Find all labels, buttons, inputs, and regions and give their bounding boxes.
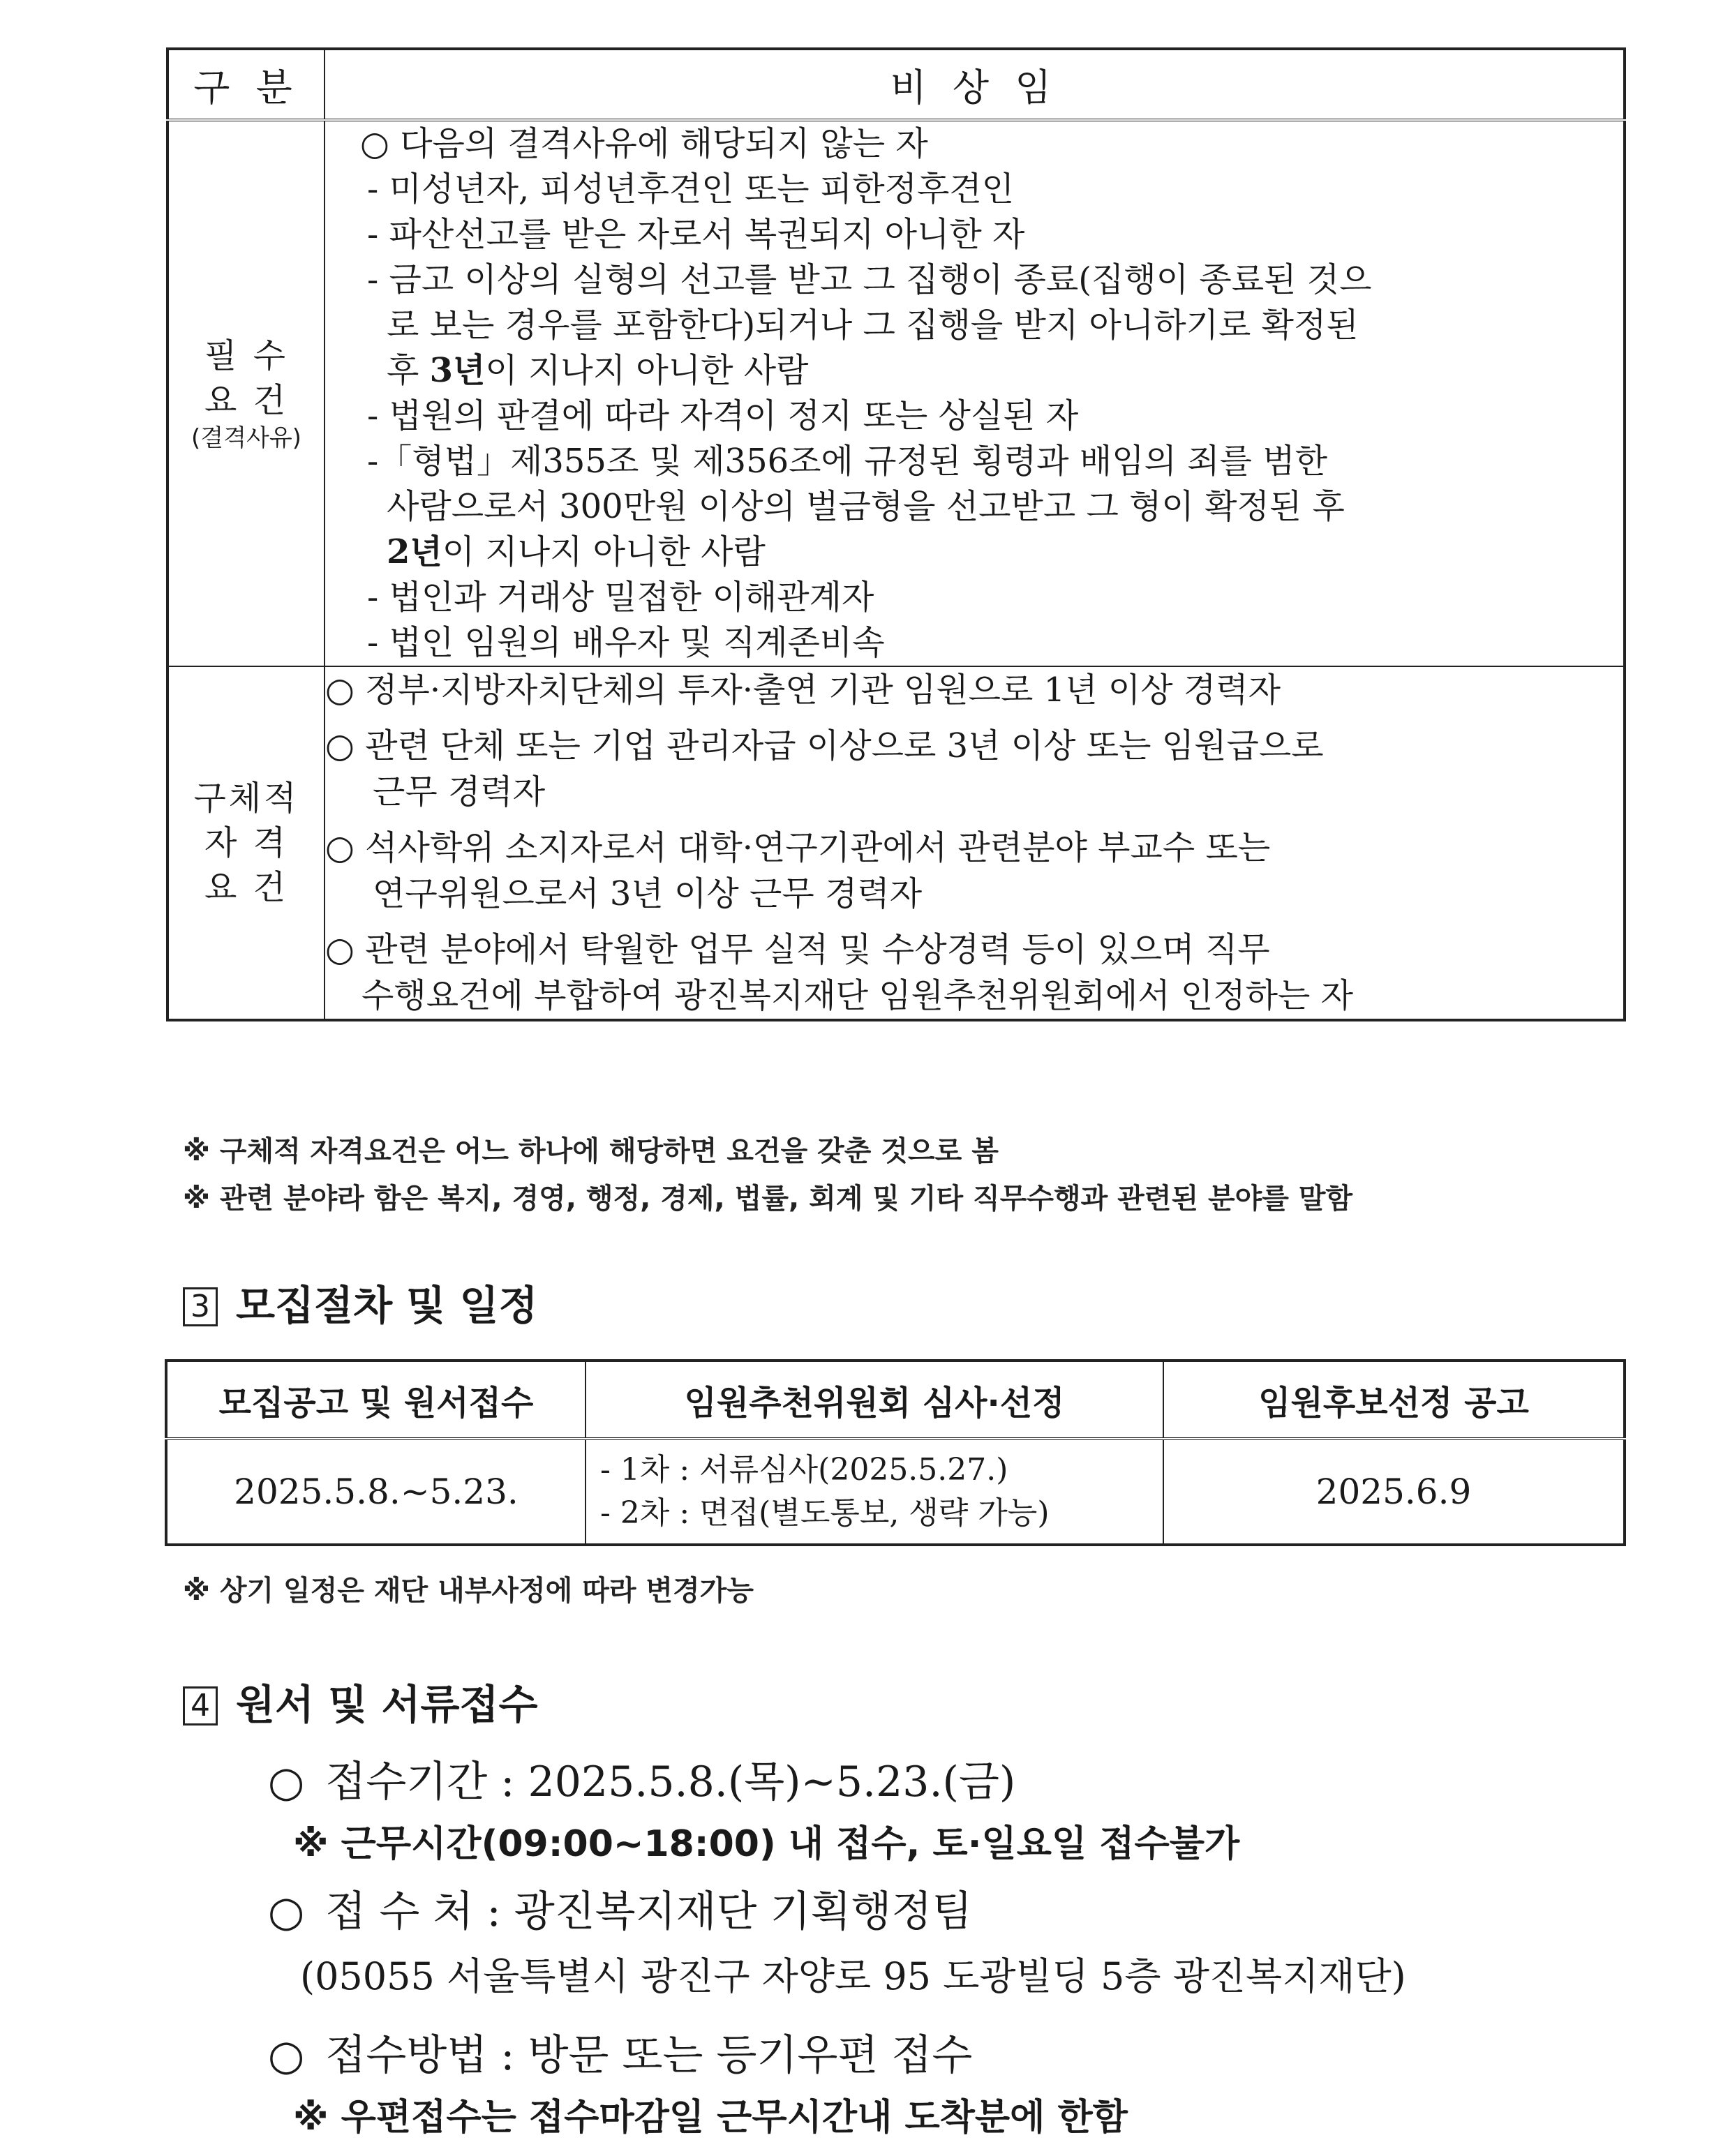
specific-label: [167, 666, 325, 1020]
header-category: 구 분: [167, 49, 325, 120]
list-item: ○ 관련 분야에서 탁월한 업무 실적 및 수상경력 등이 있으며 직무: [325, 930, 1270, 969]
requirements-header-row: [167, 49, 1625, 120]
announcement-period: 2025.5.8.~5.23.: [166, 1439, 586, 1545]
list-item: - 미성년자, 피성년후견인 또는 피한정후견인: [367, 170, 1015, 209]
list-item-cont: [325, 530, 1623, 575]
label-line: 구체적: [193, 779, 299, 818]
list-item-cont: 로 보는 경우를 포함한다)되거나 그 집행을 받지 아니하기로 확정된: [387, 306, 1359, 345]
section-heading: [183, 1273, 538, 1331]
text-part: 이 지나지 아니한 사람: [485, 351, 809, 390]
list-item-cont: [325, 348, 1623, 394]
list-item-cont: 수행요건에 부합하여 광진복지재단 임원추천위원회에서 인정하는 자: [361, 976, 1353, 1015]
review-step: - 2차 : 면접(별도통보, 생략 가능): [600, 1495, 1050, 1531]
schedule-header-row: [166, 1361, 1625, 1439]
list-item: ○ 석사학위 소지자로서 대학·연구기관에서 관련분야 부교수 또는: [325, 828, 1271, 867]
list-item: - 법원의 판결에 따라 자격이 정지 또는 상실된 자: [367, 396, 1079, 435]
bullet-icon: ○: [268, 2031, 305, 2080]
header-review: 임원추천위원회 심사·선정: [586, 1361, 1163, 1439]
label-line: 필 수: [204, 336, 288, 375]
specific-requirements-row: [167, 666, 1625, 1020]
hours-note: ※ 근무시간(09:00~18:00) 내 접수, 토·일요일 접수불가: [293, 1823, 1240, 1865]
section-number: 3: [183, 1287, 218, 1326]
bullet-icon: ○: [268, 1887, 305, 1936]
list-item: ○ 다음의 결격사유에 해당되지 않는 자: [360, 124, 928, 163]
list-item: - 법인과 거래상 밀접한 이해관계자: [367, 578, 874, 617]
list-item: - 법인 임원의 배우자 및 직계존비속: [367, 623, 885, 662]
application-office: [268, 1878, 972, 1938]
list-item-cont: 연구위원으로서 3년 이상 근무 경력자: [373, 874, 923, 913]
application-method: [268, 2022, 972, 2082]
list-item: ○ 정부·지방자치단체의 투자·출연 기관 임원으로 1년 이상 경력자: [325, 671, 1281, 710]
mail-note: ※ 우편접수는 접수마감일 근무시간내 도착분에 한함: [293, 2097, 1128, 2139]
section-number: 4: [183, 1686, 218, 1725]
requirements-table: [166, 47, 1626, 1021]
list-item: - 금고 이상의 실형의 선고를 받고 그 집행이 종료(집행이 종료된 것으: [367, 260, 1372, 299]
text-part: 후: [387, 351, 430, 390]
text-bold: 3년: [429, 351, 486, 390]
header-result: 임원후보선정 공고: [1163, 1361, 1625, 1439]
label-sub: (결격사유): [191, 424, 301, 452]
text-part: 접수기간 : 2025.5.8.(목)~5.23.(금): [325, 1758, 1016, 1806]
schedule-row: [166, 1439, 1625, 1545]
list-item: -「형법」제355조 및 제356조에 규정된 횡령과 배임의 죄를 범한: [367, 442, 1327, 481]
schedule-table: [165, 1359, 1626, 1546]
footnote: ※ 상기 일정은 재단 내부사정에 따라 변경가능: [183, 1575, 754, 1607]
text-bold: 2년: [387, 532, 442, 571]
label-line: 요 건: [204, 868, 288, 907]
section-title: 모집절차 및 일정: [236, 1282, 538, 1329]
label-line: 자 격: [204, 823, 288, 862]
header-non-standing: 비 상 임: [325, 49, 1625, 120]
bullet-icon: ○: [268, 1758, 305, 1806]
list-item: ○ 관련 단체 또는 기업 관리자급 이상으로 3년 이상 또는 임원급으로: [325, 726, 1324, 765]
list-item: - 파산선고를 받은 자로서 복권되지 아니한 자: [367, 215, 1025, 254]
application-period: [268, 1749, 1015, 1809]
list-item-cont: 사람으로서 300만원 이상의 벌금형을 선고받고 그 형이 확정된 후: [387, 487, 1345, 526]
footnote: ※ 관련 분야라 함은 복지, 경영, 행정, 경제, 법률, 회계 및 기타 직무수행과 관련된 분야를 말함: [183, 1183, 1353, 1215]
review-step: - 1차 : 서류심사(2025.5.27.): [600, 1452, 1008, 1488]
text-part: 접수방법 : 방문 또는 등기우편 접수: [325, 2031, 973, 2080]
disqualification-list: [325, 120, 1625, 666]
qualification-list: [325, 666, 1625, 1020]
footnote: ※ 구체적 자격요건은 어느 하나에 해당하면 요건을 갖춘 것으로 봄: [183, 1135, 999, 1167]
mandatory-requirements-row: [167, 120, 1625, 666]
mandatory-label: [167, 120, 325, 666]
label-line: 요 건: [204, 381, 288, 420]
result-date: 2025.6.9: [1163, 1439, 1625, 1545]
text-part: 이 지나지 아니한 사람: [442, 532, 766, 571]
address: (05055 서울특별시 광진구 자양로 95 도광빌딩 5층 광진복지재단): [300, 1954, 1406, 1998]
section-title: 원서 및 서류접수: [236, 1681, 538, 1728]
text-part: 접 수 처 : 광진복지재단 기획행정팀: [325, 1887, 973, 1936]
header-announcement: 모집공고 및 원서접수: [166, 1361, 586, 1439]
section-heading: [183, 1672, 538, 1730]
list-item-cont: 근무 경력자: [373, 772, 546, 811]
review-steps: [586, 1439, 1163, 1545]
